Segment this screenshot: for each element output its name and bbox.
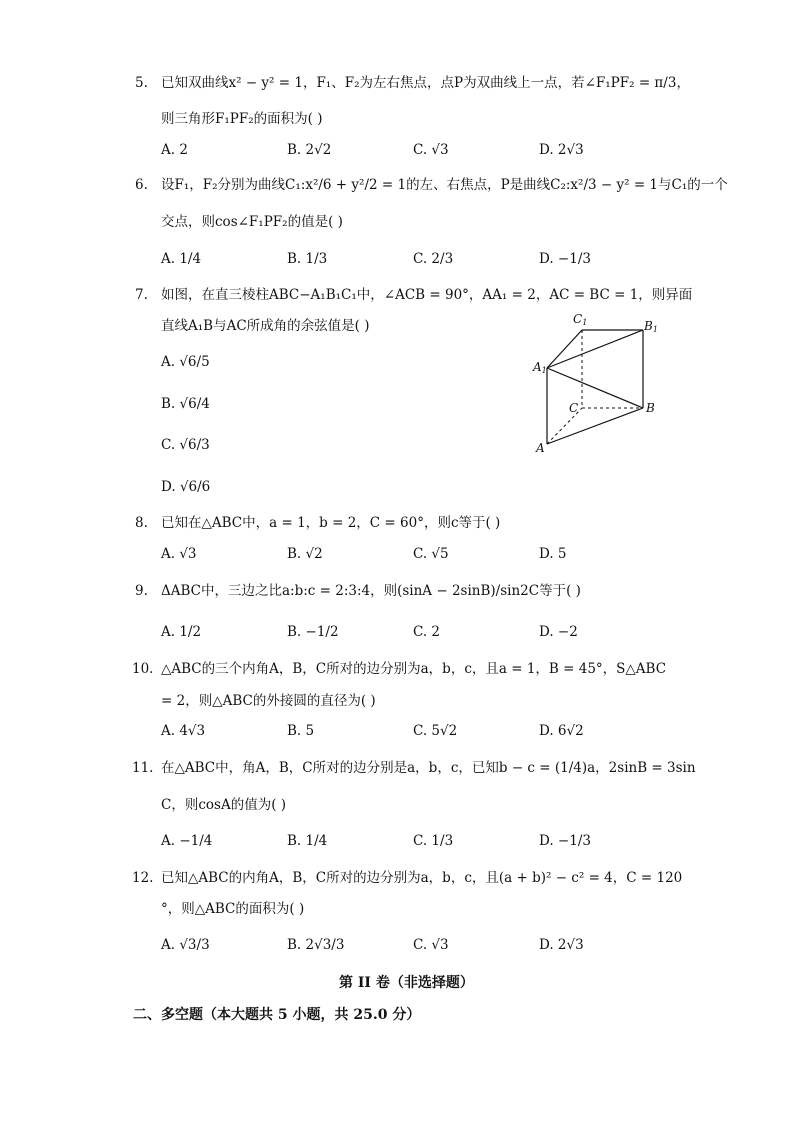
option-b: B. 1/4 — [287, 833, 328, 849]
section-title: 第 II 卷（非选择题） — [339, 975, 474, 991]
option-c: C. √6/3 — [161, 437, 210, 453]
edge-a1b — [547, 368, 643, 408]
option-c: C. √3 — [413, 937, 449, 953]
option-d: D. 5 — [539, 546, 567, 562]
option-d: D. 2√3 — [539, 142, 584, 158]
option-a: A. √3 — [161, 546, 197, 562]
label-a1: A1 — [533, 360, 547, 375]
edge-a1b1 — [547, 330, 643, 368]
question-number: 6. — [135, 177, 148, 193]
question-number: 10. — [132, 661, 154, 677]
label-c1: C1 — [573, 312, 588, 327]
option-d: D. −1/3 — [539, 251, 591, 267]
option-a: A. 1/4 — [161, 251, 202, 267]
label-c: C — [569, 401, 579, 415]
option-d: D. √6/6 — [161, 479, 211, 495]
option-d: D. 2√3 — [539, 937, 584, 953]
option-a: A. 4√3 — [161, 723, 206, 739]
question-text: °，则△ABC的面积为( ) — [161, 901, 305, 917]
option-b: B. √2 — [287, 546, 323, 562]
question-text: △ABC的三个内角A，B，C所对的边分别为a，b，c，且a = 1，B = 45°，S△ABC — [161, 661, 667, 677]
option-a: A. √6/5 — [161, 354, 210, 370]
option-b: B. √6/4 — [161, 396, 210, 412]
option-c: C. √5 — [413, 546, 449, 562]
option-a: A. √3/3 — [161, 937, 210, 953]
question-text: = 2，则△ABC的外接圆的直径为( ) — [161, 693, 376, 709]
question-text: C，则cosA的值为( ) — [161, 797, 287, 813]
option-d: D. −2 — [539, 624, 578, 640]
option-c: C. 2 — [413, 624, 441, 640]
option-b: B. 2√3/3 — [287, 937, 345, 953]
question-number: 8. — [135, 515, 148, 531]
question-text: 在△ABC中，角A，B，C所对的边分别是a，b，c，已知b − c = (1/4)a，2sinB = 3sin — [161, 760, 696, 776]
edge-ab — [547, 408, 643, 444]
question-text: 则三角形F₁PF₂的面积为( ) — [161, 111, 323, 127]
question-number: 9. — [135, 583, 148, 599]
question-text: 设F₁，F₂分别为曲线C₁:x²/6 + y²/2 = 1的左、右焦点，P是曲线C₂:x²/3 − y² = 1与C₁的一个 — [161, 177, 728, 193]
option-b: B. 2√2 — [287, 142, 332, 158]
question-text: 已知△ABC的内角A，B，C所对的边分别为a，b，c，且(a + b)² − c² = 4，C = 120 — [161, 870, 683, 886]
label-a: A — [536, 441, 545, 455]
option-c: C. 2/3 — [413, 251, 454, 267]
question-number: 7. — [135, 287, 148, 303]
question-text: 已知在△ABC中，a = 1，b = 2，C = 60°，则c等于( ) — [161, 515, 501, 531]
option-c: C. 1/3 — [413, 833, 454, 849]
question-text: 如图，在直三棱柱ABC−A₁B₁C₁中，∠ACB = 90°，AA₁ = 2，AC = BC = 1，则异面 — [161, 287, 693, 303]
edge-a1c1 — [547, 330, 582, 368]
option-b: B. −1/2 — [287, 624, 339, 640]
question-text: 直线A₁B与AC所成角的余弦值是( ) — [161, 318, 370, 334]
question-number: 12. — [132, 870, 154, 886]
label-b: B — [646, 401, 655, 415]
option-c: C. √3 — [413, 142, 449, 158]
option-d: D. 6√2 — [539, 723, 584, 739]
prism-figure — [530, 308, 670, 458]
section-heading: 二、多空题（本大题共 5 小题，共 25.0 分） — [133, 1007, 421, 1023]
label-b1: B1 — [644, 319, 658, 334]
option-a: A. 2 — [161, 142, 188, 158]
question-text: ΔABC中，三边之比a:b:c = 2:3:4，则(sinA − 2sinB)/sin2C等于( ) — [161, 583, 581, 599]
option-d: D. −1/3 — [539, 833, 591, 849]
question-text: 交点，则cos∠F₁PF₂的值是( ) — [161, 214, 343, 230]
question-text: 已知双曲线x² − y² = 1，F₁、F₂为左右焦点，点P为双曲线上一点，若∠F₁PF₂ = π/3， — [161, 75, 690, 91]
question-number: 5. — [135, 75, 148, 91]
option-b: B. 1/3 — [287, 251, 328, 267]
option-b: B. 5 — [287, 723, 315, 739]
option-a: A. −1/4 — [161, 833, 213, 849]
question-number: 11. — [132, 760, 154, 776]
option-c: C. 5√2 — [413, 723, 458, 739]
option-a: A. 1/2 — [161, 624, 202, 640]
